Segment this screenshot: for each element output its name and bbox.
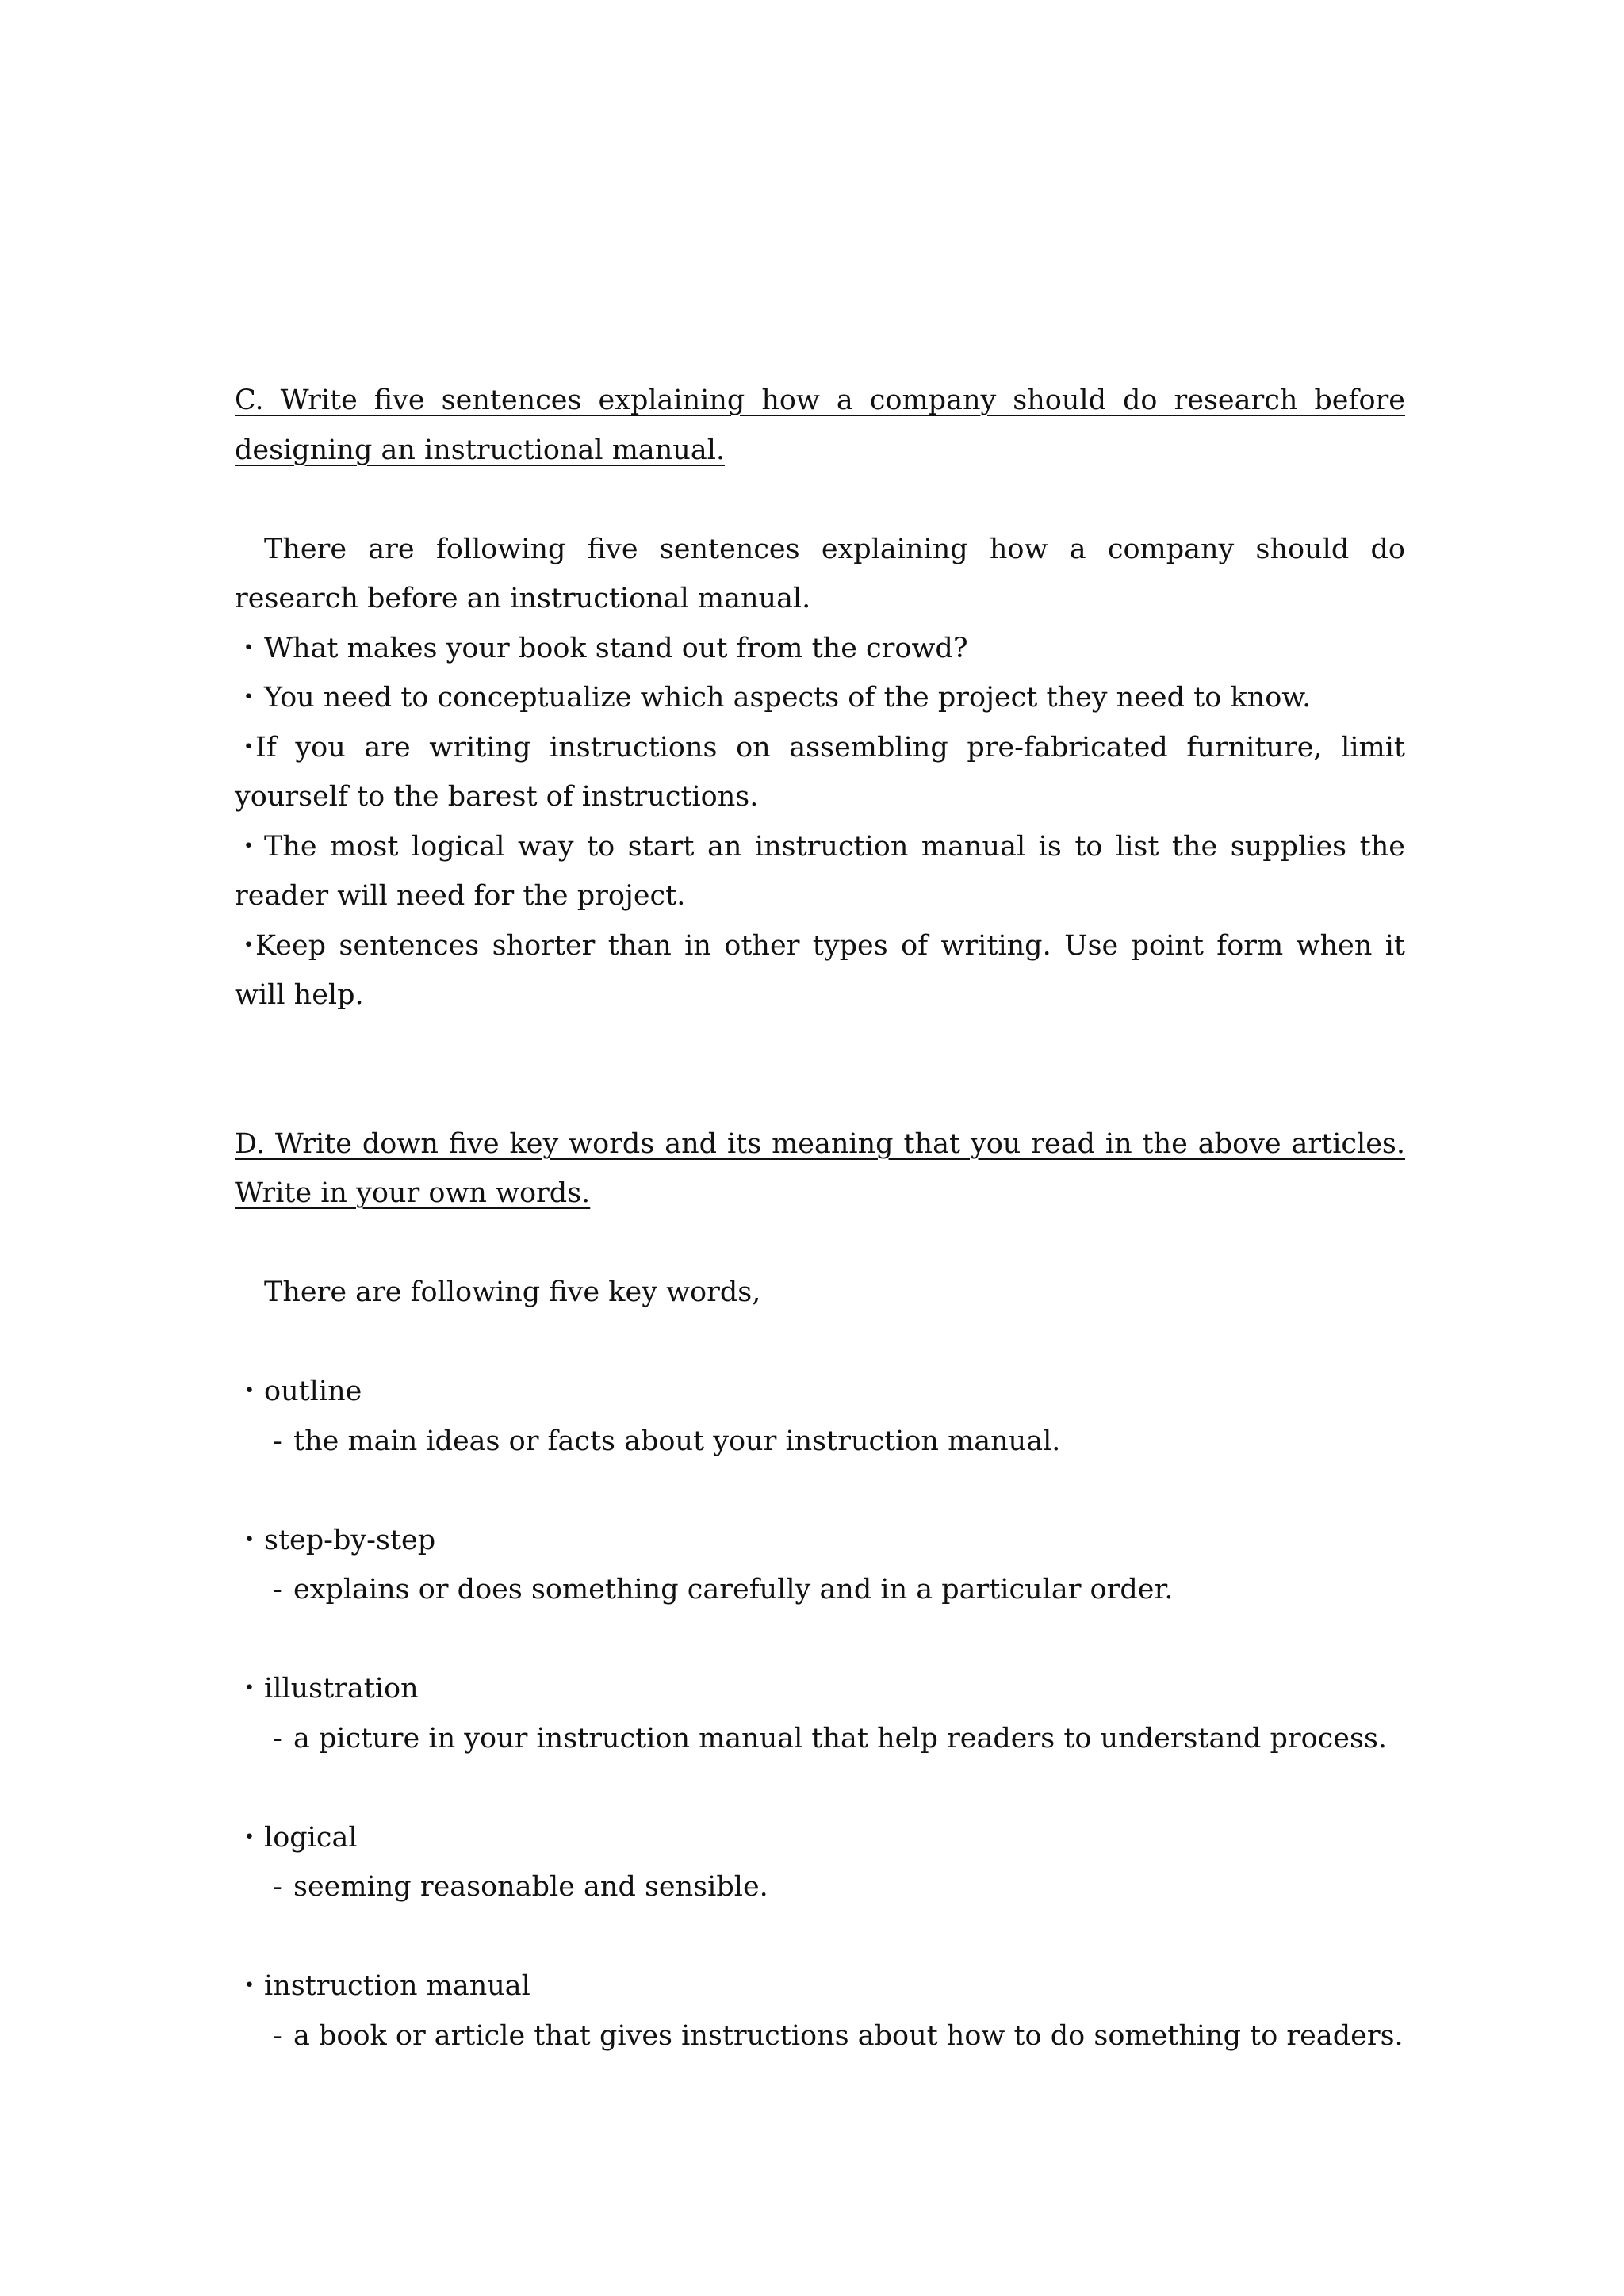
list-item xyxy=(235,921,1405,1020)
list-item xyxy=(235,723,1405,822)
spacer xyxy=(235,1615,1405,1665)
bullet-symbol: ・ xyxy=(235,1524,263,1556)
bullet-symbol: ・ xyxy=(235,682,263,714)
section-c-heading: C. Write five sentences explaining how a company should do research before designing an instructional manual. xyxy=(235,385,1405,466)
spacer xyxy=(235,1763,1405,1813)
key-word-meaning-text: a picture in your instruction manual that help readers to understand process. xyxy=(293,1722,1388,1755)
key-word-text: step-by-step xyxy=(264,1524,436,1556)
key-word xyxy=(235,1516,1405,1566)
list-item-text: If you are writing instructions on assembling pre-fabricated furniture, limit yourself to the barest of instructions. xyxy=(235,731,1405,813)
list-item xyxy=(235,673,1405,723)
bullet-symbol: ・ xyxy=(235,1673,263,1705)
bullet-symbol: ・ xyxy=(235,632,263,664)
dash-symbol: - xyxy=(273,2019,282,2052)
key-word-meaning xyxy=(235,1714,1405,1764)
section-c-list xyxy=(235,624,1405,1020)
spacer xyxy=(235,475,1405,525)
spacer xyxy=(235,1020,1405,1119)
bullet-symbol: ・ xyxy=(235,830,263,863)
section-c-intro: There are following five sentences explaining how a company should do research before an instructional manual. xyxy=(235,533,1405,614)
key-word-entry xyxy=(235,1664,1405,1763)
spacer xyxy=(235,1466,1405,1516)
key-word-meaning-text: seeming reasonable and sensible. xyxy=(293,1871,768,1903)
key-word-meaning xyxy=(235,1417,1405,1467)
key-word-text: outline xyxy=(264,1376,362,1407)
document-body xyxy=(235,376,1405,2061)
dash-symbol: - xyxy=(273,1871,282,1903)
key-word-text: instruction manual xyxy=(264,1970,530,2002)
key-word-meaning-text: the main ideas or facts about your instruction manual. xyxy=(293,1425,1061,1457)
list-item xyxy=(235,822,1405,921)
list-item-text: Keep sentences shorter than in other types of writing. Use point form when it will help. xyxy=(235,929,1405,1011)
bullet-symbol: ・ xyxy=(235,1376,263,1407)
spacer xyxy=(235,1318,1405,1368)
key-word-entry xyxy=(235,1961,1405,2061)
key-word-meaning xyxy=(235,2011,1405,2061)
key-word-text: logical xyxy=(264,1821,358,1854)
key-word xyxy=(235,1813,1405,1863)
key-word-text: illustration xyxy=(264,1673,419,1705)
key-word-entry xyxy=(235,1367,1405,1466)
bullet-symbol: ・ xyxy=(235,1821,263,1854)
key-word-entry xyxy=(235,1813,1405,1912)
bullet-symbol: ・ xyxy=(235,731,263,763)
section-d-intro: There are following five key words, xyxy=(264,1276,761,1308)
list-item-text: You need to conceptualize which aspects of the project they need to know. xyxy=(264,682,1312,714)
list-item-text: The most logical way to start an instruction manual is to list the supplies the reader will need for the project. xyxy=(235,830,1405,912)
dash-symbol: - xyxy=(273,1425,282,1457)
list-item-text: What makes your book stand out from the crowd? xyxy=(264,632,968,664)
dash-symbol: - xyxy=(273,1722,282,1755)
key-word-meaning-text: explains or does something carefully and in a particular order. xyxy=(293,1574,1174,1605)
key-word xyxy=(235,1664,1405,1714)
dash-symbol: - xyxy=(273,1574,282,1605)
key-word xyxy=(235,1961,1405,2011)
bullet-symbol: ・ xyxy=(235,1970,263,2002)
key-word xyxy=(235,1367,1405,1417)
list-item xyxy=(235,624,1405,674)
key-word-meaning xyxy=(235,1565,1405,1615)
section-d-heading: D. Write down five key words and its meaning that you read in the above articles. Write in your own words. xyxy=(235,1127,1405,1209)
spacer xyxy=(235,1912,1405,1962)
bullet-symbol: ・ xyxy=(235,929,263,962)
key-word-entry xyxy=(235,1516,1405,1615)
spacer xyxy=(235,1219,1405,1269)
key-word-meaning-text: a book or article that gives instructions about how to do something to readers. xyxy=(293,2019,1404,2052)
key-word-meaning xyxy=(235,1862,1405,1912)
